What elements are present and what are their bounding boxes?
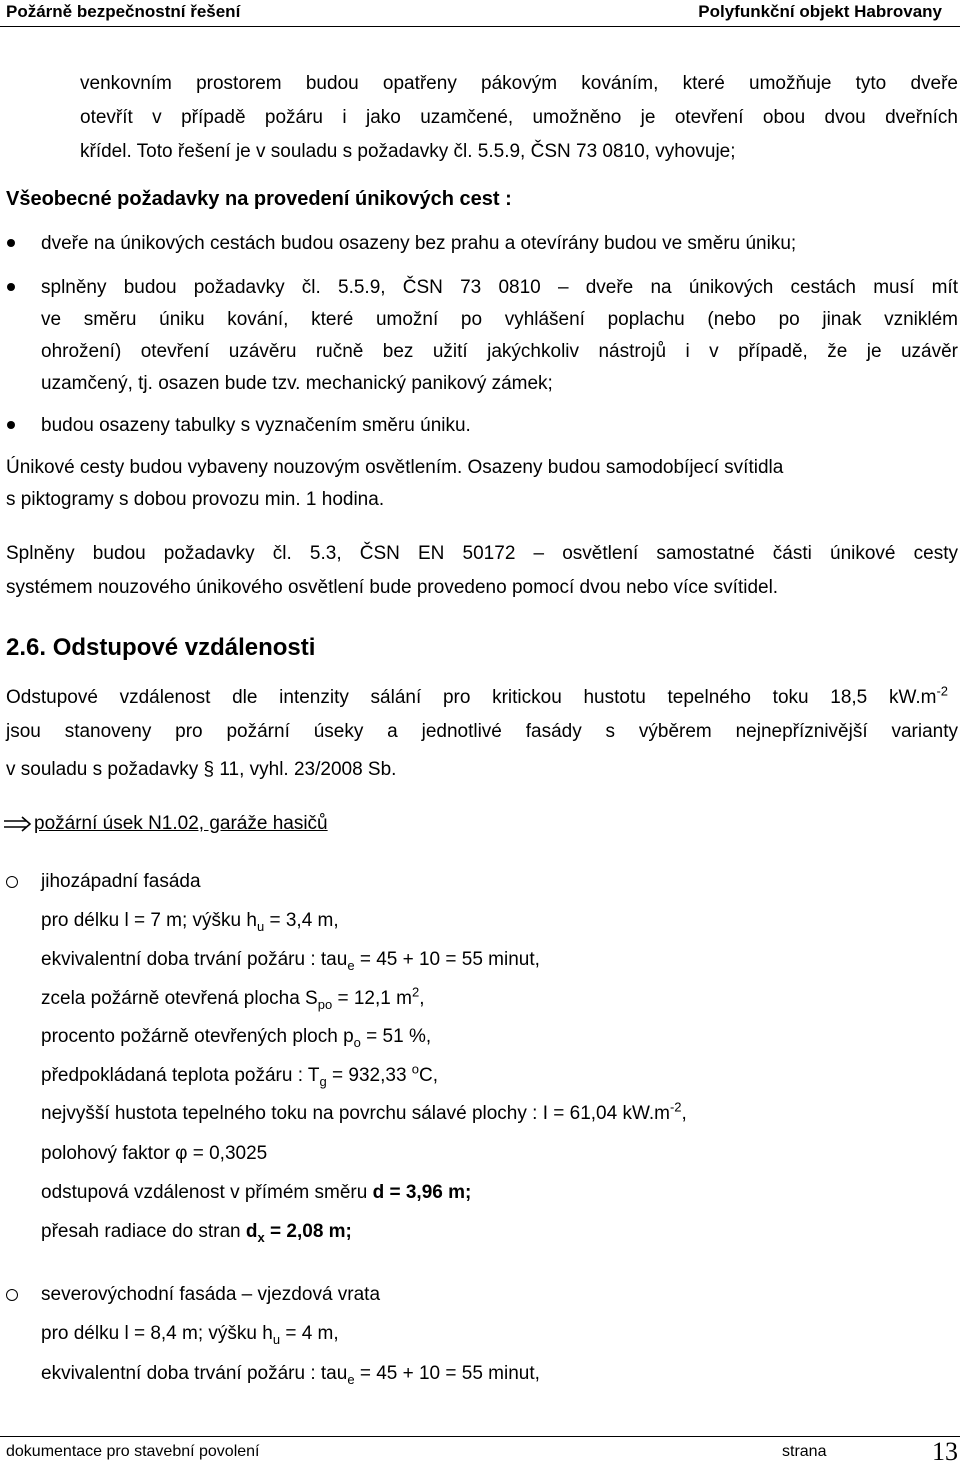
overlap-value: = 2,08 m; — [264, 1221, 352, 1242]
paragraph-line: jsou stanoveny pro požární úseky a jednotlivé fasády s výběrem nejnepříznivější varianty — [6, 721, 958, 742]
facade-name: severovýchodní fasáda – vjezdová vrata — [41, 1284, 381, 1305]
open-area — [41, 984, 425, 1012]
value-text: pro délku l = 8,4 m; výšku h — [41, 1323, 273, 1344]
footer-page-label: strana — [782, 1443, 827, 1460]
value-text: = 51 %, — [360, 1026, 432, 1047]
value-text: = 3,4 m, — [264, 910, 339, 931]
fire-temperature — [41, 1061, 439, 1089]
paragraph-line: Splněny budou požadavky čl. 5.3, ČSN EN 50172 – osvětlení samostatné části únikové cesty — [6, 543, 958, 564]
section-title: Odstupové vzdálenosti — [52, 634, 316, 661]
paragraph-line: křídel. Toto řešení je v souladu s požadavky čl. 5.5.9, ČSN 73 0810, vyhovuje; — [80, 141, 736, 162]
fire-duration — [41, 948, 540, 972]
header-project: Polyfunkční objekt Habrovany — [698, 2, 942, 21]
footer-document-type: dokumentace pro stavební povolení — [6, 1443, 260, 1460]
value-text: přesah radiace do stran — [41, 1221, 246, 1242]
value-text: odstupová vzdálenost v přímém směru — [41, 1182, 373, 1203]
subscript: g — [319, 1073, 327, 1089]
subscript: o — [353, 1034, 361, 1050]
facade-dimensions — [41, 909, 339, 933]
subscript: e — [347, 957, 355, 973]
superscript: 2 — [411, 984, 420, 1000]
double-arrow-icon — [4, 814, 34, 839]
value-text: předpokládaná teplota požáru : T — [41, 1065, 320, 1086]
list-item: budou osazeny tabulky s vyznačením směru úniku. — [41, 415, 471, 436]
paragraph-line: s piktogramy s dobou provozu min. 1 hodina. — [6, 489, 385, 510]
value-text: = 932,33 — [326, 1065, 412, 1086]
circle-bullet-icon — [6, 876, 18, 888]
position-factor: polohový faktor φ = 0,3025 — [41, 1143, 268, 1164]
list-item-line: uzamčený, tj. osazen bude tzv. mechanický panikový zámek; — [41, 373, 553, 394]
value-text: pro délku l = 7 m; výšku h — [41, 910, 257, 931]
page-header — [0, 0, 960, 27]
subscript: e — [347, 1371, 355, 1387]
value-text: zcela požárně otevřená plocha S — [41, 988, 318, 1009]
radiation-overlap — [41, 1220, 352, 1244]
list-item-line: ve směru úniku kování, které umožní po vyhlášení poplachu (nebo po jinak vzniklém — [41, 309, 958, 330]
value-text: , — [419, 988, 425, 1009]
facade-name: jihozápadní fasáda — [41, 871, 201, 892]
value-text: , — [681, 1103, 687, 1124]
value-text: = 45 + 10 = 55 minut, — [354, 949, 540, 970]
value-text: ekvivalentní doba trvání požáru : tau — [41, 1363, 348, 1384]
paragraph-line — [6, 683, 948, 710]
value-text: = 12,1 m — [332, 988, 412, 1009]
fire-duration — [41, 1362, 540, 1386]
section-heading — [6, 636, 315, 660]
paragraph-text: Odstupové vzdálenost dle intenzity sálání pro kritickou hustotu tepelného toku 18,5 kW.m — [6, 687, 937, 708]
bullet-icon — [7, 283, 15, 291]
value-text: = 45 + 10 = 55 minut, — [354, 1363, 540, 1384]
list-item: dveře na únikových cestách budou osazeny bez prahu a otevírány budou ve směru úniku; — [41, 233, 797, 254]
header-title: Požárně bezpečnostní řešení — [6, 2, 241, 21]
paragraph-line: otevřít v případě požáru i jako uzamčené, umožněno je otevření obou dvou dveřních — [80, 107, 958, 128]
facade-dimensions — [41, 1322, 339, 1346]
heat-flux — [41, 1099, 687, 1126]
escape-requirements-heading: Všeobecné požadavky na provedení únikových cest : — [6, 188, 512, 210]
page-number: 13 — [932, 1437, 958, 1466]
value-text: C, — [419, 1065, 439, 1086]
paragraph-line: systémem nouzového únikového osvětlení bude provedeno pomocí dvou nebo více svítidel. — [6, 577, 779, 598]
separation-distance — [41, 1181, 471, 1205]
value-text: procento požárně otevřených ploch p — [41, 1026, 354, 1047]
superscript: o — [411, 1061, 420, 1077]
section-number: 2.6. — [6, 634, 47, 661]
list-item-line: ohrožení) otevření uzávěru ručně bez užití jakýchkoliv nástrojů i v případě, že je uzávěr — [41, 341, 958, 362]
list-item: splněny budou požadavky čl. 5.5.9, ČSN 73 0810 – dveře na únikových cestách musí mít — [41, 277, 958, 298]
value-text: = 4 m, — [280, 1323, 339, 1344]
paragraph-line: Únikové cesty budou vybaveny nouzovým osvětlením. Osazeny budou samodobíjecí svítidla — [6, 457, 784, 478]
fire-section-title: požární úsek N1.02, garáže hasičů — [34, 813, 328, 834]
subscript: po — [317, 996, 333, 1012]
value-text: ekvivalentní doba trvání požáru : tau — [41, 949, 348, 970]
page-footer — [0, 1436, 960, 1465]
superscript: -2 — [669, 1099, 682, 1115]
subscript: x — [257, 1229, 265, 1245]
value-text: nejvyšší hustota tepelného toku na povrchu sálavé plochy : I = 61,04 kW.m — [41, 1103, 670, 1124]
overlap-symbol: d — [245, 1221, 258, 1242]
circle-bullet-icon — [6, 1289, 18, 1301]
paragraph-line: v souladu s požadavky § 11, vyhl. 23/2008 Sb. — [6, 759, 397, 780]
bullet-icon — [7, 421, 15, 429]
bullet-icon — [7, 239, 15, 247]
paragraph-line: venkovním prostorem budou opatřeny pákovým kováním, které umožňuje tyto dveře — [80, 73, 958, 94]
superscript: -2 — [936, 683, 948, 699]
open-percentage — [41, 1025, 431, 1049]
subscript: u — [272, 1331, 281, 1347]
distance-value: d = 3,96 m; — [372, 1182, 472, 1203]
subscript: u — [256, 918, 265, 934]
